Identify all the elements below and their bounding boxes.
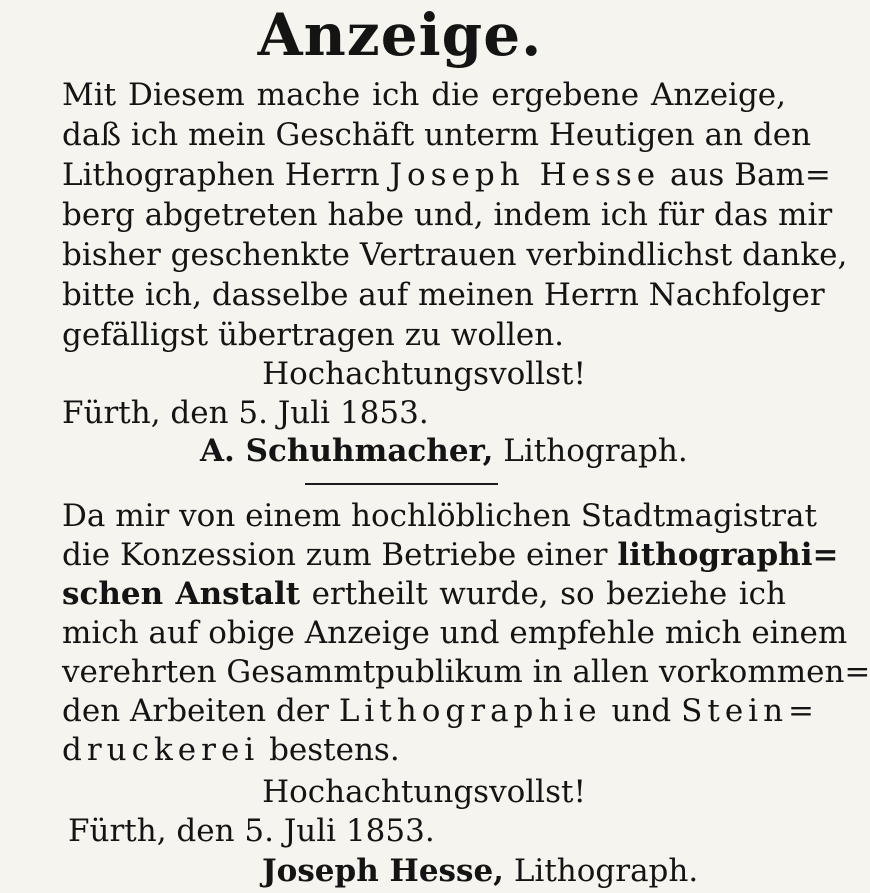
notice1-line-1: Mit Diesem mache ich die ergebene Anzeige,: [62, 77, 786, 113]
notice1-profession: Lithograph.: [503, 433, 688, 469]
notice2-line-3-text: ertheilt wurde, so beziehe ich: [311, 576, 786, 612]
notice2-line-1: Da mir von einem hochlöblichen Stadtmagistrat: [62, 498, 817, 534]
notice1-line-5: bisher geschenkte Vertrauen verbindlichst danke,: [62, 237, 848, 273]
notice1-line-3: [62, 156, 831, 194]
notice2-druckerei: druckerei: [62, 732, 260, 768]
notice1-closing: Hochachtungsvollst!: [262, 356, 586, 392]
section-divider: [305, 483, 498, 485]
notice1-line-7: gefälligst übertragen zu wollen.: [62, 317, 565, 353]
notice2-stein: Stein=: [681, 693, 820, 729]
notice1-line-2: daß ich mein Geschäft unterm Heutigen an den: [62, 117, 812, 153]
notice2-line-3-bold: schen Anstalt: [62, 576, 301, 612]
notice2-signer: Joseph Hesse,: [262, 853, 504, 889]
notice1-successor-name: Joseph Hesse: [389, 157, 661, 193]
notice1-line-6: bitte ich, dasselbe auf meinen Herrn Nachfolger: [62, 277, 825, 313]
notice1-line-3-text: Lithographen Herrn: [62, 157, 380, 193]
notice2-line-6-text: den Arbeiten der: [62, 693, 329, 729]
notice2-place-date: Fürth, den 5. Juli 1853.: [68, 813, 435, 849]
notice2-line-2-bold: lithographi=: [617, 537, 839, 573]
notice2-line-5: verehrten Gesammtpublikum in allen vorkommen=: [62, 654, 870, 690]
notice2-profession: Lithograph.: [513, 853, 699, 889]
notice2-line-6: [62, 692, 820, 730]
notice2-line-2-text: die Konzession zum Betriebe einer: [62, 537, 608, 573]
notice2-line-7: [62, 731, 786, 769]
notice2-closing: Hochachtungsvollst!: [262, 774, 586, 810]
notice2-line-4: mich auf obige Anzeige und empfehle mich einem: [62, 615, 848, 651]
notice2-line-2: [62, 536, 839, 574]
notice2-line-3: [62, 575, 786, 613]
notice1-signer: A. Schuhmacher,: [200, 433, 494, 469]
notice1-line-4: berg abgetreten habe und, indem ich für das mir: [62, 197, 833, 233]
notice1-signature: [200, 432, 786, 470]
notice2-line-6-und: und: [611, 693, 672, 729]
advertisement-title: Anzeige.: [257, 1, 543, 69]
notice2-signature: [262, 852, 786, 890]
notice2-lithographie: Lithographie: [338, 693, 602, 729]
notice1-place-date: Fürth, den 5. Juli 1853.: [62, 395, 429, 431]
notice1-line-3-end: aus Bam=: [669, 157, 831, 193]
notice2-line-7-text: bestens.: [269, 732, 400, 768]
